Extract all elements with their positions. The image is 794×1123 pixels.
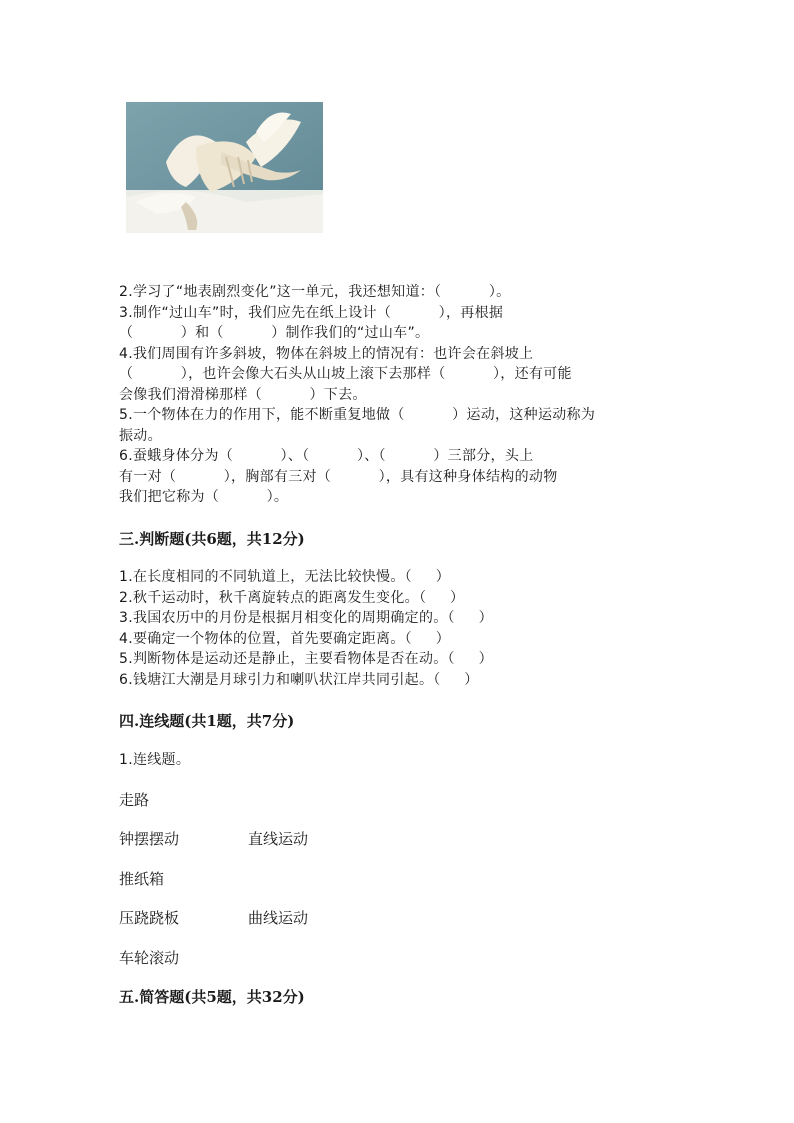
- short-answer-heading: 五.简答题(共5题，共32分): [119, 988, 305, 1006]
- fill-line: 6.蚕蛾身体分为（ ）、（ ）、（ ）三部分，头上: [119, 448, 534, 464]
- match-left-item: 压跷跷板: [119, 909, 180, 927]
- fill-line: 会像我们滑滑梯那样（ ）下去。: [119, 386, 367, 403]
- fill-line: （ ），也许会像大石头从山坡上滚下去那样（ ），还有可能: [119, 366, 572, 382]
- match-question: 1.连线题。: [119, 752, 191, 768]
- fill-line: 2.学习了“地表剧烈变化”这一单元，我还想知道：（ ）。: [119, 284, 511, 300]
- judge-item: 5.判断物体是运动还是静止，主要看物体是否在动。（ ）: [119, 651, 493, 667]
- judge-item: 4.要确定一个物体的位置，首先要确定距离。（ ）: [119, 630, 451, 647]
- match-left-item: 钟摆摆动: [119, 830, 180, 848]
- fill-line: 4.我们周围有许多斜坡，物体在斜坡上的情况有：也许会在斜坡上: [119, 345, 534, 362]
- fill-line: 3.制作“过山车”时，我们应先在纸上设计（ ），再根据: [119, 304, 504, 321]
- judge-item: 3.我国农历中的月份是根据月相变化的周期确定的。（ ）: [119, 610, 493, 626]
- match-left-item: 走路: [119, 791, 150, 809]
- judge-item: 2.秋千运动时，秋千离旋转点的距离发生变化。（ ）: [119, 589, 465, 606]
- fill-line: （ ）和（ ）制作我们的“过山车”。: [119, 325, 430, 341]
- fill-blank-section: [119, 282, 679, 508]
- silkworm-moth-photo: [126, 102, 323, 233]
- judge-item: 6.钱塘江大潮是月球引力和喇叭状江岸共同引起。（ ）: [119, 671, 479, 688]
- judge-heading: 三.判断题(共6题，共12分): [119, 530, 305, 548]
- fill-line: 我们把它称为（ ）。: [119, 489, 289, 505]
- judge-item: 1.在长度相同的不同轨道上，无法比较快慢。（ ）: [119, 569, 451, 585]
- judge-list: [119, 567, 679, 690]
- match-right-item: 直线运动: [248, 830, 309, 848]
- fill-line: 有一对（ ），胸部有三对（ ），具有这种身体结构的动物: [119, 468, 558, 485]
- fill-line: 振动。: [119, 427, 162, 444]
- match-heading: 四.连线题(共1题，共7分): [119, 712, 295, 730]
- match-right-item: 曲线运动: [248, 909, 309, 927]
- match-left-item: 车轮滚动: [119, 949, 180, 967]
- match-left-item: 推纸箱: [119, 870, 165, 888]
- fill-line: 5.一个物体在力的作用下，能不断重复地做（ ）运动，这种运动称为: [119, 407, 596, 423]
